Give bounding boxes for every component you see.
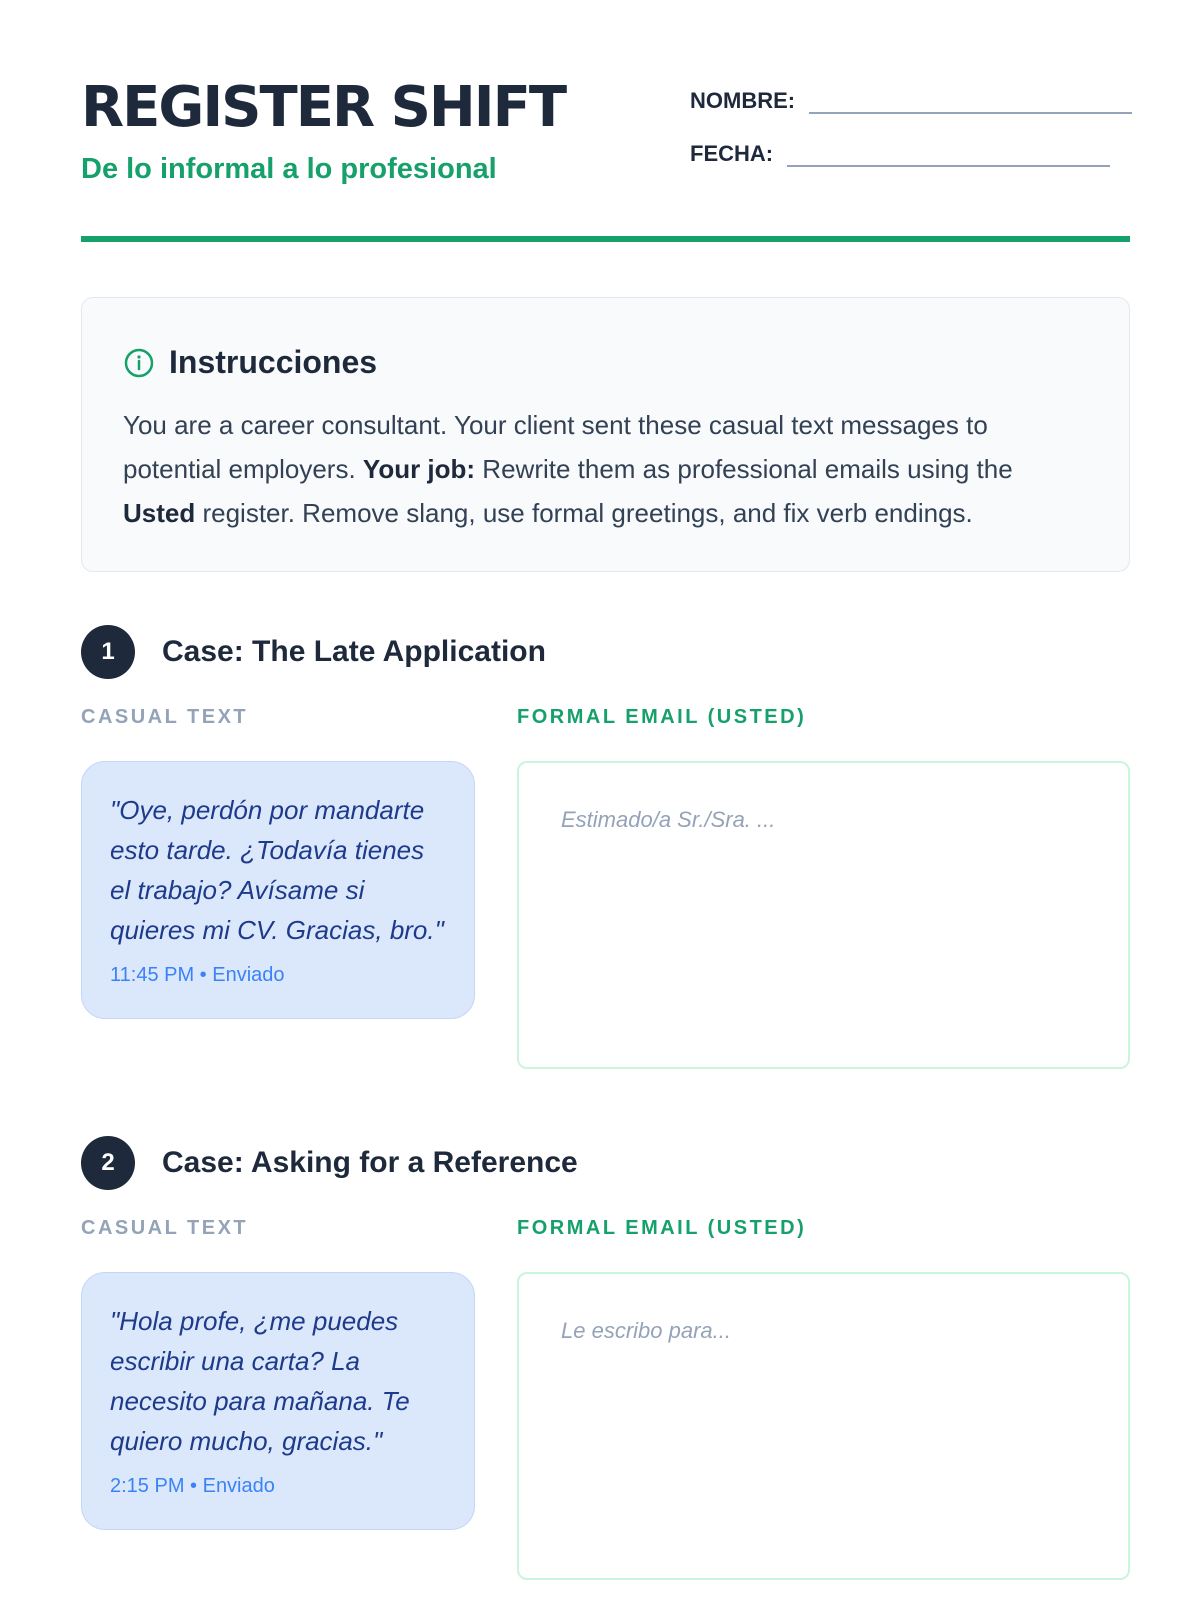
formal-email-label: FORMAL EMAIL (USTED) [517, 706, 807, 728]
casual-text-label: CASUAL TEXT [81, 1217, 249, 1239]
instructions-text-part: You are a career consultant. Your client sent these casual text messages to potential employers. [123, 410, 988, 484]
case-title: Case: Asking for a Reference [162, 1146, 578, 1179]
name-label: NOMBRE: [690, 88, 796, 113]
case-number-badge: 2 [81, 1136, 135, 1190]
formal-email-answer-box[interactable] [517, 1272, 1130, 1580]
case-number-badge: 1 [81, 625, 135, 679]
case-card [81, 1136, 1130, 1497]
casual-text-label: CASUAL TEXT [81, 706, 249, 728]
date-field-row [690, 143, 1110, 165]
case-header [81, 625, 1130, 679]
page-subtitle: De lo informal a lo profesional [81, 153, 497, 185]
casual-message-text: "Oye, perdón por mandarte esto tarde. ¿Todavía tienes el trabajo? Avísame si quieres mi CV. Gracias, bro." [110, 795, 444, 945]
instructions-text-part: Rewrite them as professional emails using the [475, 454, 1013, 484]
name-field-row [690, 90, 1132, 112]
worksheet-page [81, 0, 1130, 1497]
instructions-text-part: register. Remove slang, use formal greetings, and fix verb endings. [195, 498, 973, 528]
date-blank-line[interactable] [787, 164, 1110, 167]
instructions-bold-your-job: Your job: [362, 454, 476, 484]
instructions-box [81, 297, 1130, 572]
instructions-text [123, 403, 1088, 535]
case-card [81, 625, 1130, 986]
date-label: FECHA: [690, 141, 774, 166]
instructions-bold-usted: Usted [123, 498, 196, 528]
casual-message-text: "Hola profe, ¿me puedes escribir una carta? La necesito para mañana. Te quiero mucho, gracias." [110, 1306, 410, 1456]
info-circle-icon [123, 347, 155, 379]
instructions-title: Instrucciones [169, 344, 378, 380]
formal-email-answer-box[interactable] [517, 761, 1130, 1069]
case-header [81, 1136, 1130, 1190]
casual-message-bubble [81, 1272, 475, 1530]
case-title: Case: The Late Application [162, 635, 546, 668]
header-divider [81, 236, 1130, 242]
formal-email-label: FORMAL EMAIL (USTED) [517, 1217, 807, 1239]
page-title: REGISTER SHIFT [81, 75, 566, 140]
casual-message-bubble [81, 761, 475, 1019]
message-timestamp: 11:45 PM • Enviado [110, 964, 285, 986]
worksheet-header [81, 0, 1130, 244]
instructions-header [123, 344, 1088, 381]
message-timestamp: 2:15 PM • Enviado [110, 1475, 275, 1497]
name-blank-line[interactable] [809, 111, 1132, 114]
